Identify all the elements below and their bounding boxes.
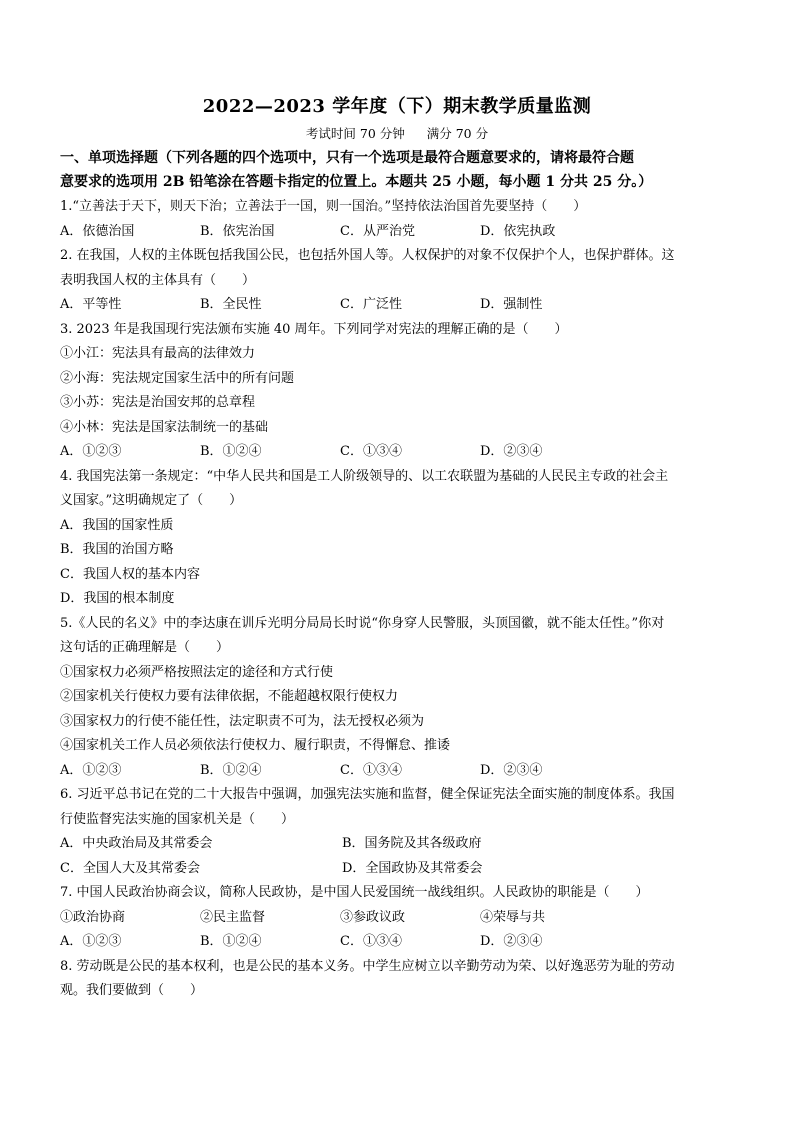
option-b: B．我国的治国方略 xyxy=(60,542,174,557)
option-a: A．①②③ xyxy=(60,444,122,459)
question-6-options xyxy=(60,832,734,857)
statement-item: ②小海：宪法规定国家生活中的所有问题 xyxy=(60,370,295,386)
question-7-options xyxy=(60,930,734,955)
option-b: B．国务院及其各级政府 xyxy=(342,836,482,851)
question-2-stem: 表明我国人权的主体具有（ ） xyxy=(60,272,256,288)
statement-item: ③参政议政 xyxy=(340,909,406,925)
exam-score: 满分 70 分 xyxy=(426,126,489,141)
question-2-options xyxy=(60,293,734,318)
question-5-stem: 5.《人民的名义》中的李达康在训斥光明分局局长时说“你身穿人民警服，头顶国徽，就不能太任性。”你对 xyxy=(60,615,665,631)
option-d: D．②③④ xyxy=(480,934,543,949)
statement-item: ④荣辱与共 xyxy=(480,909,546,925)
section-heading xyxy=(60,146,734,194)
option-d: D．全国政协及其常委会 xyxy=(342,860,483,876)
option-c: C．全国人大及其常委会 xyxy=(60,860,200,876)
question-8-stem: 8. 劳动既是公民的基本权利，也是公民的基本义务。中学生应树立以辛勤劳动为荣、以好逸恶劳为耻的劳动 xyxy=(60,958,675,974)
statement-item: ①小江：宪法具有最高的法律效力 xyxy=(60,346,256,361)
question-1-stem: 1.“立善法于天下，则天下治；立善法于一国，则一国治。”坚持依法治国首先要坚持（ ） xyxy=(60,199,587,214)
question-6-stem: 6. 习近平总书记在党的二十大报告中强调，加强宪法实施和监督，健全保证宪法全面实施的制度体系。我国 xyxy=(60,787,675,802)
statement-item: ②民主监督 xyxy=(200,909,266,925)
option-c: C．我国人权的基本内容 xyxy=(60,566,200,582)
option-b: B．依宪治国 xyxy=(200,223,275,239)
question-7-stem: 7. 中国人民政治协商会议，简称人民政协，是中国人民爱国统一战线组织。人民政协的职能是（ ） xyxy=(60,885,649,900)
option-a: A．平等性 xyxy=(60,297,122,312)
statement-item: ③国家权力的行使不能任性，法定职责不可为，法无授权必须为 xyxy=(60,713,425,729)
statement-item: ②国家机关行使权力要有法律依据，不能超越权限行使权力 xyxy=(60,689,399,704)
statement-item: ①国家权力必须严格按照法定的途径和方式行使 xyxy=(60,664,334,680)
exam-info xyxy=(60,126,734,142)
question-6-stem: 行使监督宪法实施的国家机关是（ ） xyxy=(60,811,295,827)
option-b: B．①②④ xyxy=(200,762,262,778)
question-3-options xyxy=(60,440,734,465)
question-7-statements xyxy=(60,906,734,931)
option-b: B．①②④ xyxy=(200,934,262,949)
option-b: B．①②④ xyxy=(200,444,262,459)
question-1-options xyxy=(60,220,734,245)
option-d: D．我国的根本制度 xyxy=(60,591,175,606)
option-a: A．我国的国家性质 xyxy=(60,517,174,533)
exam-time: 考试时间 70 分钟 xyxy=(305,126,405,141)
option-d: D．强制性 xyxy=(480,297,543,312)
option-d: D．②③④ xyxy=(480,444,543,459)
exam-title: 2022—2023 学年度（下）期末教学质量监测 xyxy=(202,96,592,117)
option-a: A．①②③ xyxy=(60,762,122,778)
statement-item: ④小林：宪法是国家法制统一的基础 xyxy=(60,419,269,435)
option-c: C．广泛性 xyxy=(340,297,402,312)
question-5-options xyxy=(60,759,734,784)
question-4-stem: 义国家。”这明确规定了（ ） xyxy=(60,493,243,508)
section-heading-line: 意要求的选项用 2B 铅笔涂在答题卡指定的位置上。本题共 25 小题，每小题 1 分共 25 分。） xyxy=(60,174,653,190)
question-8-stem: 观。我们要做到（ ） xyxy=(60,983,204,998)
option-b: B．全民性 xyxy=(200,297,262,312)
statement-item: ①政治协商 xyxy=(60,909,126,925)
option-a: A．依德治国 xyxy=(60,223,135,239)
question-2-stem: 2. 在我国，人权的主体既包括我国公民，也包括外国人等。人权保护的对象不仅保护个人，也保护群体。这 xyxy=(60,248,675,263)
option-d: D．依宪执政 xyxy=(480,223,556,239)
question-3-stem: 3. 2023 年是我国现行宪法颁布实施 40 周年。下列同学对宪法的理解正确的是（ ） xyxy=(60,321,568,337)
statement-item: ③小苏：宪法是治国安邦的总章程 xyxy=(60,395,256,410)
option-d: D．②③④ xyxy=(480,762,543,778)
option-a: A．中央政治局及其常委会 xyxy=(60,836,213,851)
option-c: C．从严治党 xyxy=(340,223,415,239)
statement-item: ④国家机关工作人员必须依法行使权力、履行职责，不得懈怠、推诿 xyxy=(60,738,451,753)
option-c: C．①③④ xyxy=(340,934,402,949)
question-4-stem: 4. 我国宪法第一条规定：“中华人民共和国是工人阶级领导的、以工农联盟为基础的人民民主专政的社会主 xyxy=(60,468,669,484)
option-c: C．①③④ xyxy=(340,762,402,778)
option-a: A．①②③ xyxy=(60,934,122,949)
section-heading-line: 一、单项选择题（下列各题的四个选项中，只有一个选项是最符合题意要求的，请将最符合题 xyxy=(60,150,634,166)
option-c: C．①③④ xyxy=(340,444,402,459)
question-6-options xyxy=(60,857,734,882)
question-5-stem: 这句话的正确理解是（ ） xyxy=(60,640,230,655)
